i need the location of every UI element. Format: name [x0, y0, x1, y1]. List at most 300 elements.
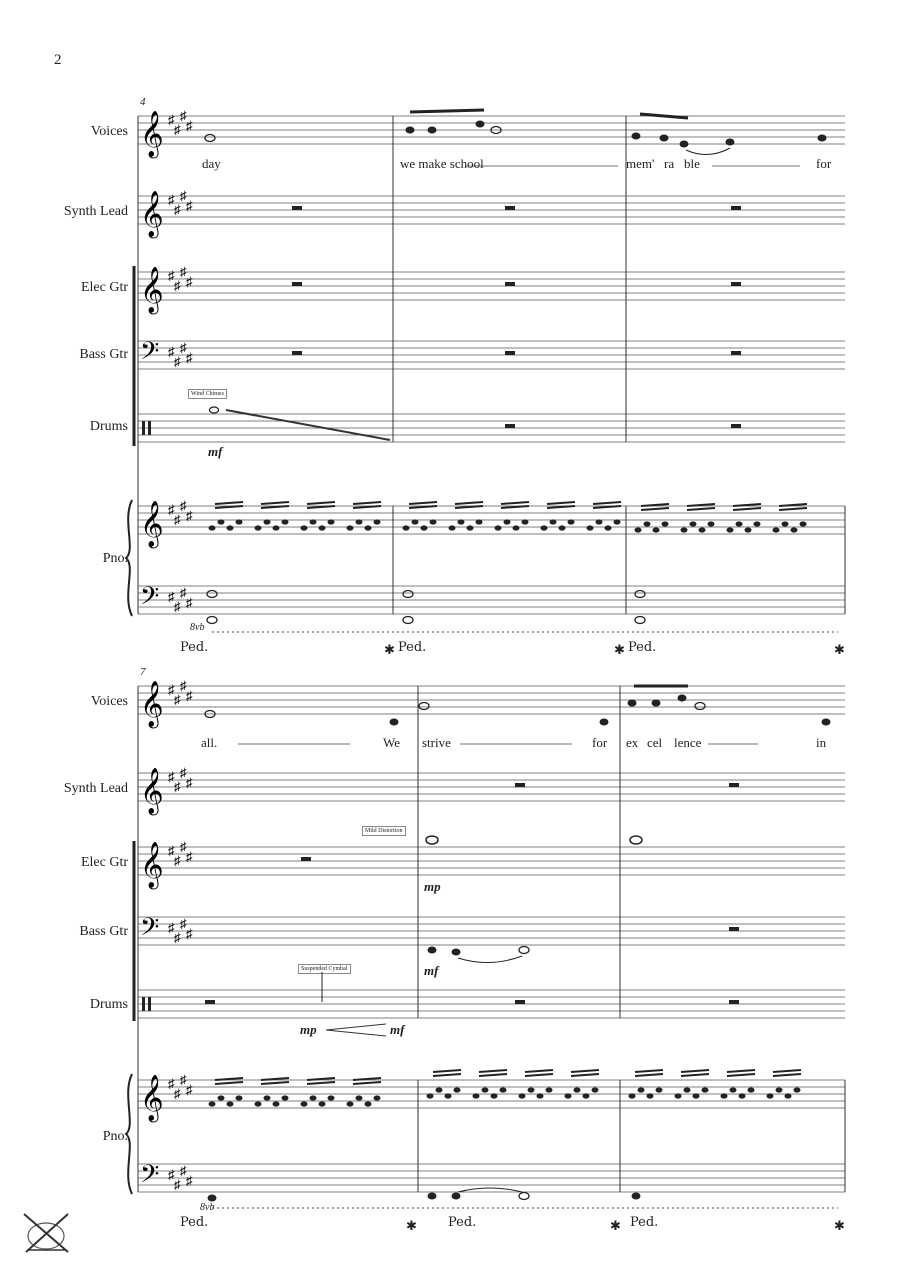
whole-rest	[515, 783, 525, 787]
note	[473, 1093, 480, 1098]
sharp-icon: ♯	[168, 682, 175, 697]
note	[726, 139, 735, 146]
treble-clef-icon: 𝄞	[140, 1075, 164, 1121]
note	[365, 525, 372, 530]
note	[426, 836, 438, 844]
note	[708, 521, 715, 526]
note	[680, 141, 689, 148]
treble-clef-icon: 𝄞	[140, 681, 164, 727]
note	[319, 525, 326, 530]
note	[681, 527, 688, 532]
note	[273, 525, 280, 530]
treble-clef-icon: 𝄞	[140, 191, 164, 237]
note	[635, 617, 645, 624]
note	[430, 519, 437, 524]
pedal-mark: Ped.	[628, 640, 657, 655]
note	[635, 591, 645, 598]
note	[565, 1093, 572, 1098]
publisher-logo-icon	[22, 1212, 72, 1256]
sharp-icon: ♯	[186, 595, 193, 610]
beam	[773, 1070, 801, 1072]
note	[428, 947, 437, 954]
treble-clef-icon: 𝄞	[140, 267, 164, 313]
note	[365, 1101, 372, 1106]
note	[264, 519, 271, 524]
note	[403, 591, 413, 598]
sharp-icon: ♯	[180, 839, 187, 854]
note	[638, 1087, 645, 1092]
lyric: mem'	[626, 156, 655, 171]
glissando	[226, 410, 390, 440]
staff-name-drums: Drums	[89, 997, 128, 1012]
lyric: all.	[201, 735, 218, 750]
beam	[635, 1070, 663, 1072]
whole-rest	[292, 206, 302, 210]
note	[347, 525, 354, 530]
staff-name-piano: Pno.	[102, 1129, 128, 1144]
beam	[410, 110, 484, 112]
whole-rest	[515, 1000, 525, 1004]
note	[421, 525, 428, 530]
lyric: cel	[647, 735, 663, 750]
whole-rest	[292, 282, 302, 286]
beam	[409, 502, 437, 504]
beam	[779, 508, 807, 510]
note	[255, 525, 262, 530]
note	[656, 1087, 663, 1092]
pedal-mark: Ped.	[448, 1215, 477, 1230]
note	[699, 527, 706, 532]
whole-rest	[731, 424, 741, 428]
note	[504, 519, 511, 524]
note	[605, 525, 612, 530]
sharp-icon: ♯	[180, 340, 187, 355]
note	[452, 949, 461, 956]
note	[736, 521, 743, 526]
sharp-icon: ♯	[174, 779, 181, 794]
sharp-icon: ♯	[174, 202, 181, 217]
note	[227, 1101, 234, 1106]
pedal-release-icon: ✱	[614, 642, 625, 657]
lyric: in	[816, 735, 827, 750]
whole-rest	[505, 351, 515, 355]
note	[209, 525, 216, 530]
percussion-clef-icon	[148, 421, 151, 435]
note	[310, 1095, 317, 1100]
note	[754, 521, 761, 526]
whole-rest	[505, 282, 515, 286]
note	[748, 1087, 755, 1092]
beam	[681, 1070, 709, 1072]
ottava-mark: 8vb	[200, 1202, 215, 1213]
whole-rest	[729, 927, 739, 931]
sharp-icon: ♯	[174, 599, 181, 614]
note	[482, 1087, 489, 1092]
note	[568, 519, 575, 524]
note	[647, 1093, 654, 1098]
bass-clef-icon: 𝄢	[140, 1160, 160, 1195]
sharp-icon: ♯	[168, 268, 175, 283]
sharp-icon: ♯	[186, 926, 193, 941]
sharp-icon: ♯	[180, 678, 187, 693]
technique-label: Wind Chimes	[188, 389, 227, 399]
beam	[307, 502, 335, 504]
dynamic-mark: mp	[300, 1022, 317, 1037]
sharp-icon: ♯	[168, 843, 175, 858]
note	[800, 521, 807, 526]
note	[630, 836, 642, 844]
beam	[433, 1074, 461, 1076]
note	[218, 1095, 225, 1100]
note	[727, 527, 734, 532]
note	[495, 525, 502, 530]
note	[452, 1193, 461, 1200]
note	[207, 591, 217, 598]
treble-clef-icon: 𝄞	[140, 768, 164, 814]
beam	[547, 502, 575, 504]
beam	[261, 1082, 289, 1084]
note	[458, 519, 465, 524]
tie	[458, 956, 522, 963]
sharp-icon: ♯	[186, 849, 193, 864]
beam	[571, 1074, 599, 1076]
beam	[571, 1070, 599, 1072]
technique-label: Suspended Cymbal	[298, 964, 351, 974]
beam	[635, 1074, 663, 1076]
note	[273, 1101, 280, 1106]
lyric: day	[202, 156, 221, 171]
note	[467, 525, 474, 530]
sharp-icon: ♯	[186, 198, 193, 213]
beam	[353, 502, 381, 504]
note	[328, 1095, 335, 1100]
technique-label: Mild Distortion	[362, 826, 406, 836]
note	[449, 525, 456, 530]
sharp-icon: ♯	[168, 1167, 175, 1182]
note	[427, 1093, 434, 1098]
sharp-icon: ♯	[168, 192, 175, 207]
dynamic-mark: mp	[424, 879, 441, 894]
note	[210, 407, 219, 413]
sharp-icon: ♯	[186, 775, 193, 790]
note	[500, 1087, 507, 1092]
sharp-icon: ♯	[186, 688, 193, 703]
bass-clef-icon: 𝄢	[140, 337, 160, 372]
sharp-icon: ♯	[180, 916, 187, 931]
whole-rest	[731, 206, 741, 210]
sharp-icon: ♯	[180, 765, 187, 780]
beam	[727, 1070, 755, 1072]
beam	[773, 1074, 801, 1076]
note	[428, 127, 437, 134]
note	[356, 1095, 363, 1100]
ottava-mark: 8vb	[190, 622, 205, 633]
note	[436, 1087, 443, 1092]
whole-rest	[301, 857, 311, 861]
note	[403, 525, 410, 530]
note	[632, 1193, 641, 1200]
sharp-icon: ♯	[174, 853, 181, 868]
beam	[640, 114, 688, 118]
lyric: for	[816, 156, 832, 171]
sharp-icon: ♯	[174, 354, 181, 369]
pedal-mark: Ped.	[180, 640, 209, 655]
note	[702, 1087, 709, 1092]
note	[319, 1101, 326, 1106]
beam	[261, 502, 289, 504]
beam	[479, 1074, 507, 1076]
beam	[501, 502, 529, 504]
note	[476, 519, 483, 524]
treble-clef-icon: 𝄞	[140, 501, 164, 547]
sharp-icon: ♯	[180, 1163, 187, 1178]
note	[629, 1093, 636, 1098]
tie	[458, 1188, 522, 1192]
note	[596, 519, 603, 524]
lyric: lence	[674, 735, 702, 750]
beam	[353, 1082, 381, 1084]
lyric: for	[592, 735, 608, 750]
sharp-icon: ♯	[180, 264, 187, 279]
staff-name-elec-gtr: Elec Gtr	[80, 280, 128, 295]
note	[644, 521, 651, 526]
sharp-icon: ♯	[174, 1177, 181, 1192]
piano-brace-icon	[126, 500, 132, 616]
note	[528, 1087, 535, 1092]
note	[730, 1087, 737, 1092]
note	[310, 519, 317, 524]
note	[519, 947, 529, 954]
note	[660, 135, 669, 142]
note	[356, 519, 363, 524]
note	[328, 519, 335, 524]
note	[209, 1101, 216, 1106]
staff-name-synth-lead: Synth Lead	[63, 781, 128, 796]
sharp-icon: ♯	[174, 122, 181, 137]
note	[652, 700, 661, 707]
note	[695, 703, 705, 710]
beam	[641, 508, 669, 510]
piano-brace-icon	[126, 1074, 132, 1194]
note	[406, 127, 415, 134]
note	[403, 617, 413, 624]
percussion-clef-icon	[142, 997, 145, 1011]
whole-rest	[729, 783, 739, 787]
sharp-icon: ♯	[174, 278, 181, 293]
note	[347, 1101, 354, 1106]
note	[519, 1193, 529, 1200]
note	[519, 1093, 526, 1098]
note	[653, 527, 660, 532]
note	[690, 521, 697, 526]
sharp-icon: ♯	[174, 1086, 181, 1101]
pedal-release-icon: ✱	[834, 1218, 845, 1233]
sharp-icon: ♯	[174, 512, 181, 527]
sharp-icon: ♯	[186, 508, 193, 523]
lyric: ra	[664, 156, 675, 171]
pedal-mark: Ped.	[398, 640, 427, 655]
note	[236, 1095, 243, 1100]
bass-clef-icon: 𝄢	[140, 913, 160, 948]
dynamic-mark: mf	[390, 1022, 405, 1037]
note	[818, 135, 827, 142]
pedal-release-icon: ✱	[406, 1218, 417, 1233]
staff-name-voices: Voices	[90, 124, 128, 139]
whole-rest	[205, 1000, 215, 1004]
whole-rest	[731, 351, 741, 355]
sharp-icon: ♯	[180, 108, 187, 123]
beam	[433, 1070, 461, 1072]
note	[218, 519, 225, 524]
sharp-icon: ♯	[186, 274, 193, 289]
note	[785, 1093, 792, 1098]
whole-rest	[292, 351, 302, 355]
note	[282, 1095, 289, 1100]
staff-name-voices: Voices	[90, 694, 128, 709]
note	[773, 527, 780, 532]
beam	[215, 502, 243, 504]
staff-name-drums: Drums	[89, 419, 128, 434]
note	[419, 703, 429, 710]
beam	[525, 1070, 553, 1072]
sharp-icon: ♯	[186, 118, 193, 133]
whole-rest	[729, 1000, 739, 1004]
beam	[307, 1082, 335, 1084]
sharp-icon: ♯	[168, 589, 175, 604]
note	[208, 1195, 217, 1202]
bass-clef-icon: 𝄢	[140, 582, 160, 617]
sharp-icon: ♯	[186, 1082, 193, 1097]
sharp-icon: ♯	[168, 920, 175, 935]
sharp-icon: ♯	[174, 692, 181, 707]
lyric: ble	[684, 156, 700, 171]
pedal-release-icon: ✱	[384, 642, 395, 657]
crescendo-hairpin	[326, 1024, 386, 1036]
note	[628, 700, 637, 707]
note	[412, 519, 419, 524]
staff-name-piano: Pno.	[102, 551, 128, 566]
note	[574, 1087, 581, 1092]
whole-rest	[731, 282, 741, 286]
note	[445, 1093, 452, 1098]
note	[559, 525, 566, 530]
note	[782, 521, 789, 526]
measure-number: 7	[140, 666, 146, 678]
slur	[686, 148, 730, 155]
sharp-icon: ♯	[168, 344, 175, 359]
beam	[525, 1074, 553, 1076]
beam	[593, 502, 621, 504]
note	[550, 519, 557, 524]
sharp-icon: ♯	[168, 112, 175, 127]
measure-number: 4	[140, 96, 146, 108]
sharp-icon: ♯	[186, 350, 193, 365]
beam	[479, 1070, 507, 1072]
note	[794, 1087, 801, 1092]
note	[745, 527, 752, 532]
pedal-mark: Ped.	[630, 1215, 659, 1230]
lyric: strive	[422, 735, 451, 750]
note	[541, 525, 548, 530]
treble-clef-icon: 𝄞	[140, 111, 164, 157]
lyric: We	[383, 735, 400, 750]
staff-name-bass-gtr: Bass Gtr	[79, 347, 128, 362]
lyric: ex	[626, 735, 639, 750]
percussion-clef-icon	[142, 421, 145, 435]
staff-name-synth-lead: Synth Lead	[63, 204, 128, 219]
pedal-release-icon: ✱	[834, 642, 845, 657]
note	[546, 1087, 553, 1092]
beam	[687, 508, 715, 510]
beam	[727, 1074, 755, 1076]
note	[739, 1093, 746, 1098]
beam	[455, 502, 483, 504]
note	[205, 135, 215, 142]
note	[678, 695, 687, 702]
note	[301, 1101, 308, 1106]
note	[227, 525, 234, 530]
sharp-icon: ♯	[180, 188, 187, 203]
note	[454, 1087, 461, 1092]
whole-rest	[505, 206, 515, 210]
beam	[681, 1074, 709, 1076]
note	[255, 1101, 262, 1106]
note	[522, 519, 529, 524]
whole-rest	[505, 424, 515, 428]
note	[791, 527, 798, 532]
note	[282, 519, 289, 524]
note	[632, 133, 641, 140]
note	[635, 527, 642, 532]
note	[684, 1087, 691, 1092]
note	[491, 1093, 498, 1098]
sharp-icon: ♯	[186, 1173, 193, 1188]
note	[600, 719, 609, 726]
percussion-clef-icon	[148, 997, 151, 1011]
sharp-icon: ♯	[180, 498, 187, 513]
note	[374, 1095, 381, 1100]
note	[428, 1193, 437, 1200]
note	[675, 1093, 682, 1098]
note	[822, 719, 831, 726]
sharp-icon: ♯	[168, 1076, 175, 1091]
note	[207, 617, 217, 624]
treble-clef-icon: 𝄞	[140, 842, 164, 888]
note	[236, 519, 243, 524]
note	[390, 719, 399, 726]
sharp-icon: ♯	[180, 1072, 187, 1087]
note	[776, 1087, 783, 1092]
lyric: we make school	[400, 156, 484, 171]
sharp-icon: ♯	[168, 502, 175, 517]
note	[587, 525, 594, 530]
note	[614, 519, 621, 524]
page-number: 2	[54, 52, 62, 68]
note	[767, 1093, 774, 1098]
beam	[215, 1082, 243, 1084]
note	[374, 519, 381, 524]
note	[693, 1093, 700, 1098]
note	[721, 1093, 728, 1098]
note	[301, 525, 308, 530]
sharp-icon: ♯	[180, 585, 187, 600]
beam	[733, 508, 761, 510]
sharp-icon: ♯	[168, 769, 175, 784]
note	[264, 1095, 271, 1100]
note	[583, 1093, 590, 1098]
pedal-release-icon: ✱	[610, 1218, 621, 1233]
note	[537, 1093, 544, 1098]
